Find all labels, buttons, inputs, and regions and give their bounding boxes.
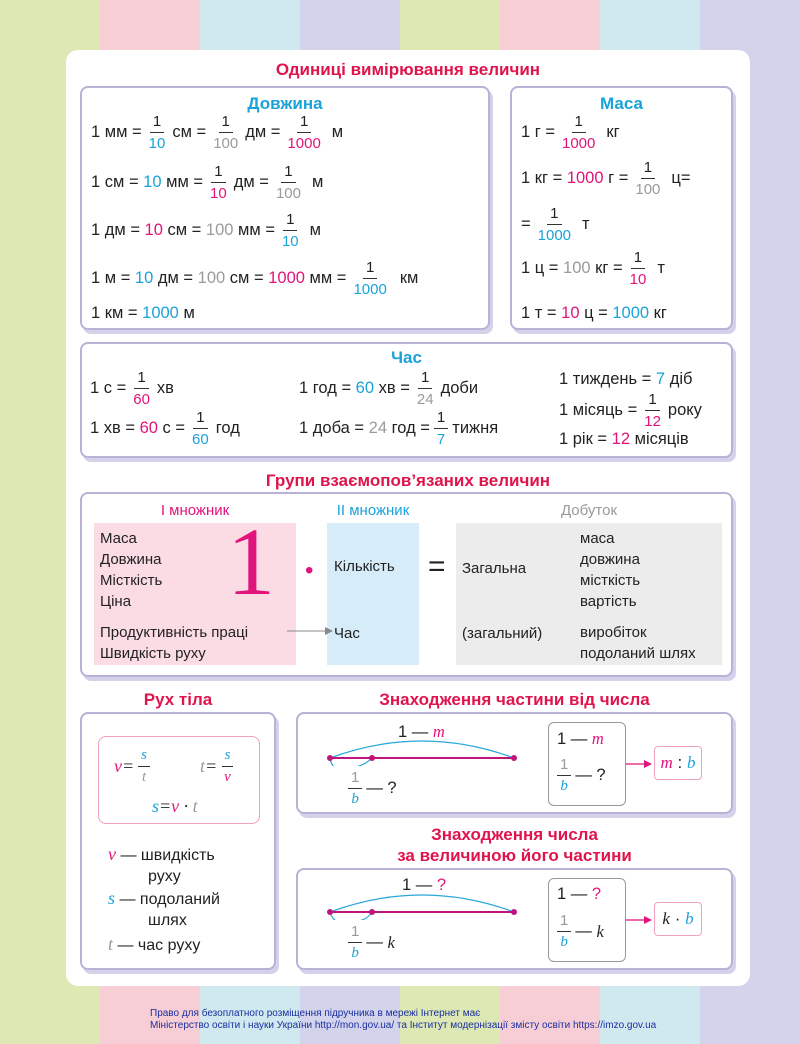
factor2-value: Кількість bbox=[334, 558, 395, 575]
product-total-2: (загальний) bbox=[462, 625, 543, 642]
part-condition-box: 1 — m $\frac{1}{b}$ — ? bbox=[548, 722, 626, 806]
factor1-header: I множник bbox=[160, 502, 230, 519]
whole-top-label: 1 — ? bbox=[402, 876, 447, 894]
part-title: Знаходження частини від числа bbox=[379, 690, 650, 709]
product-list: маса довжина місткість вартість bbox=[580, 530, 641, 610]
footer-notice: Право для безоплатного розміщення підручника в мережі Інтернет має Міністерство освіти і науки України http://mon.gov.ua/ та Інститут модернізації змісту освіти https://imzo.gov.ua bbox=[150, 1008, 657, 1031]
part-arrow-icon bbox=[626, 758, 654, 770]
legend-v: v — швидкість руху bbox=[108, 844, 215, 885]
formula-time: t = $\frac{s}{v}$ bbox=[200, 748, 238, 785]
part-top-label: 1 — m bbox=[398, 722, 445, 741]
whole-box bbox=[296, 868, 733, 970]
length-row-2: 1 см = 10 мм = $\frac{1}{10}$ дм = $\frac{1}{100}$ м bbox=[91, 163, 324, 202]
time-title: Час bbox=[391, 348, 422, 367]
time-row-1-2: 1 хв = 60 с = $\frac{1}{60}$ год bbox=[90, 409, 240, 448]
formula-speed: v = $\frac{s}{t}$ bbox=[114, 748, 154, 785]
time-row-3-3: 1 рік = 12 місяців bbox=[559, 430, 689, 448]
time-row-3-2: 1 місяць = $\frac{1}{12}$ року bbox=[559, 391, 702, 430]
mass-row-2: 1 кг = 1000 г = $\frac{1}{100}$ ц= bbox=[521, 159, 691, 198]
time-box bbox=[80, 342, 733, 458]
mass-row-5: 1 т = 10 ц = 1000 кг bbox=[521, 304, 667, 322]
part-box bbox=[296, 712, 733, 814]
mass-row-4: 1 ц = 100 кг = $\frac{1}{10}$ т bbox=[521, 249, 665, 288]
whole-title: Знаходження числа за величиною його частини bbox=[397, 825, 632, 865]
product-header: Добуток bbox=[560, 502, 618, 519]
legend-s: s — подоланий шлях bbox=[108, 888, 220, 929]
whole-bottom-label: $\frac{1}{b}$ — k bbox=[344, 924, 395, 961]
motion-box bbox=[80, 712, 276, 970]
length-row-3: 1 дм = 10 см = 100 мм = $\frac{1}{10}$ м bbox=[91, 211, 321, 250]
formula-distance: s = v · t bbox=[152, 796, 198, 816]
big-one: 1 bbox=[227, 508, 275, 615]
equals-sign: = bbox=[428, 550, 446, 583]
groups-title: Групи взаємопов’язаних величин bbox=[265, 471, 551, 490]
arrow-icon bbox=[285, 624, 335, 638]
time-row-3-1: 1 тиждень = 7 діб bbox=[559, 370, 693, 388]
time-row-2-2: 1 доба = 24 год = $\frac{1}{7}$ тижня bbox=[299, 409, 499, 448]
groups-box bbox=[80, 492, 733, 677]
length-box bbox=[80, 86, 490, 330]
mass-row-3: = $\frac{1}{1000}$ т bbox=[521, 205, 590, 244]
factor1-list-2: Продуктивність праці Швидкість руху bbox=[100, 624, 249, 662]
product-total: Загальна bbox=[462, 560, 527, 577]
part-bottom-label: $\frac{1}{b}$ — ? bbox=[344, 770, 397, 807]
legend-t: t — час руху bbox=[108, 934, 201, 954]
product-list-2: виробіток подоланий шлях bbox=[580, 624, 696, 662]
factor2-header: II множник bbox=[336, 502, 410, 519]
time-row-2-1: 1 год = 60 хв = $\frac{1}{24}$ доби bbox=[299, 369, 479, 408]
mass-title: Маса bbox=[600, 94, 643, 113]
length-row-5: 1 км = 1000 м bbox=[91, 304, 195, 322]
mass-row-1: 1 г = $\frac{1}{1000}$ кг bbox=[521, 113, 620, 152]
motion-title: Рух тіла bbox=[143, 690, 213, 709]
time-row-1-1: 1 с = $\frac{1}{60}$ хв bbox=[90, 369, 174, 408]
multiply-dot: • bbox=[305, 557, 314, 584]
whole-condition-box: 1 — ? $\frac{1}{b}$ — k bbox=[548, 878, 626, 962]
part-result: m : b bbox=[654, 746, 702, 780]
units-title: Одиниці вимірювання величин bbox=[275, 60, 541, 79]
length-row-4: 1 м = 10 дм = 100 см = 1000 мм = $\frac{1}{1000}$ км bbox=[91, 259, 419, 298]
mass-box bbox=[510, 86, 733, 330]
length-title: Довжина bbox=[247, 94, 323, 113]
whole-result: k · b bbox=[654, 902, 702, 936]
length-row-1: 1 мм = $\frac{1}{10}$ см = $\frac{1}{100}$ дм = $\frac{1}{1000}$ м bbox=[91, 113, 344, 152]
whole-arrow-icon bbox=[626, 914, 654, 926]
factor1-list: Маса Довжина Місткість Ціна bbox=[100, 530, 163, 610]
factor2-value-2: Час bbox=[334, 625, 360, 642]
